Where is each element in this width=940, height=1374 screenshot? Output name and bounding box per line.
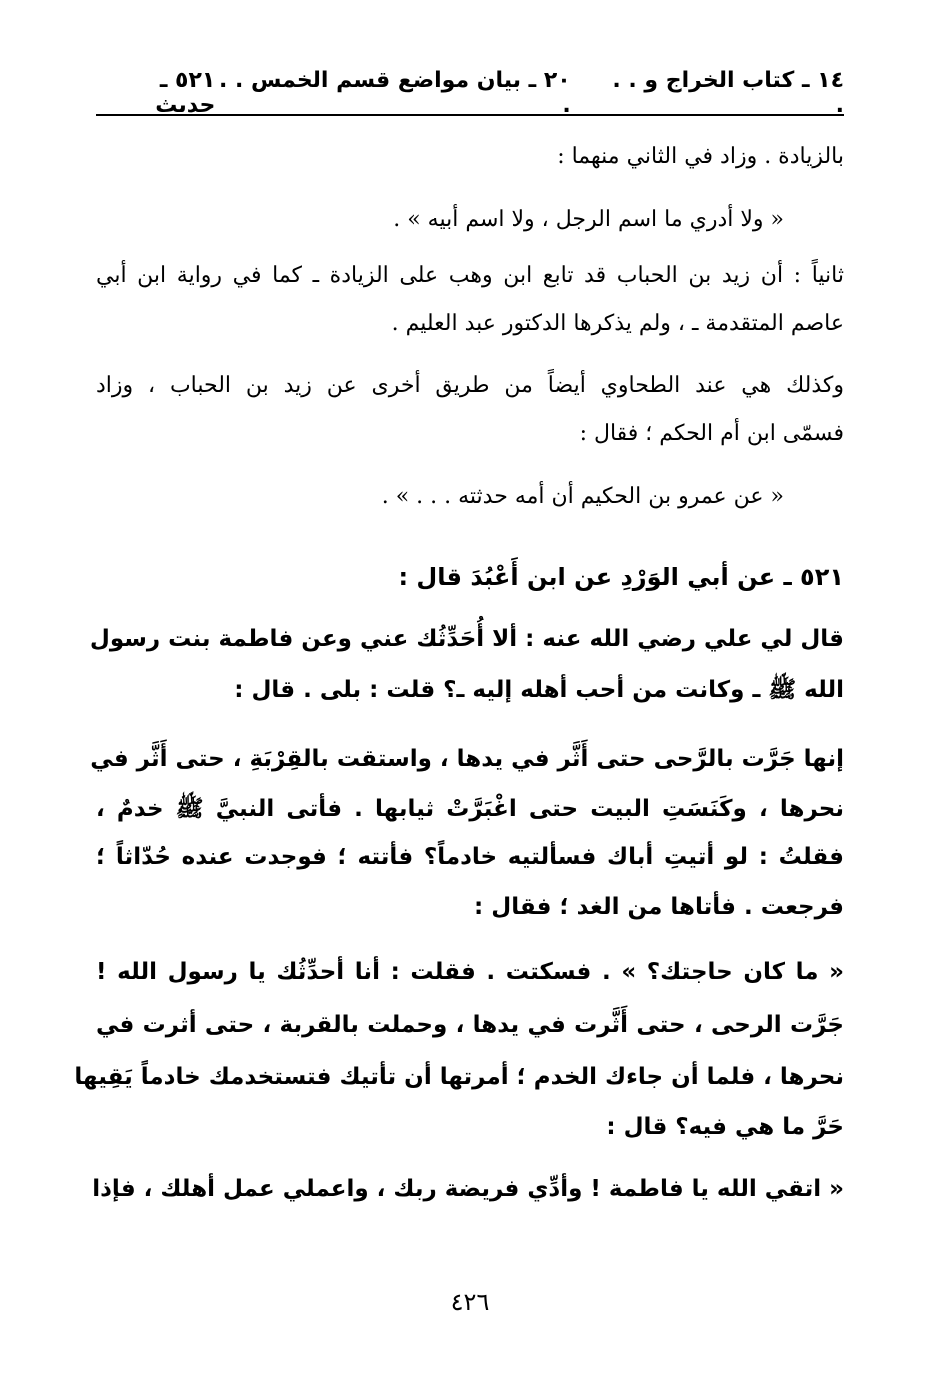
hadith-heading: ٥٢١ ـ عن أبي الوَرْدِ عن ابن أَعْبُدَ قال : [398, 563, 844, 591]
hadith-text-line: نحرها ، فلما أن جاءك الخدم ؛ أمرتها أن تأتيك فتستخدمك خادماً يَقِيها [74, 1064, 844, 1090]
hadith-text-line: « ما كان حاجتك؟ » . فسكتت . فقلت : أنا أحدِّثُك يا رسول الله ! [96, 959, 844, 985]
quote-line: « ولا أدري ما اسم الرجل ، ولا اسم أبيه » . [393, 207, 784, 232]
hadith-text-line: إنها جَرَّت بالرَّحى حتى أَثَّر في يدها ، واستقت بالقِرْبَةِ ، حتى أَثَّر في [90, 746, 844, 772]
hadith-text-line: « اتقي الله يا فاطمة ! وأدِّي فريضة ربك ، واعملي عمل أهلك ، فإذا [92, 1176, 844, 1202]
body-line: ثانياً : أن زيد بن الحباب قد تابع ابن وهب على الزيادة ـ كما في رواية ابن أبي [96, 263, 844, 288]
hadith-text-line: جَرَّت الرحى ، حتى أَثَّرت في يدها ، وحملت بالقربة ، حتى أثرت في [96, 1012, 844, 1038]
quote-line: « عن عمرو بن الحكيم أن أمه حدثته . . . » . [381, 484, 784, 509]
hadith-text-line: قال لي علي رضي الله عنه : ألا أُحَدِّثُك عني وعن فاطمة بنت رسول [89, 626, 844, 652]
page-body [74, 0, 844, 1374]
page-number: ٤٢٦ [450, 1288, 490, 1316]
hadith-text-line: حَرَّ ما هي فيه؟ قال : [606, 1114, 844, 1140]
hadith-text-line: فرجعت . فأتاها من الغد ؛ فقال : [474, 894, 844, 920]
section-title: ٢٠ ـ بيان مواضع قسم الخمس . . . [218, 68, 571, 118]
body-line: وكذلك هي عند الطحاوي أيضاً من طريق أخرى عن زيد بن الحباب ، وزاد [96, 373, 844, 398]
body-line: فسمّى ابن أم الحكم ؛ فقال : [579, 421, 844, 446]
chapter-title: ١٤ ـ كتاب الخراج و . . . [612, 68, 844, 118]
hadith-text-line: الله ﷺ ـ وكانت من أحب أهله إليه ـ؟ قلت : بلى . قال : [234, 677, 844, 703]
body-line: بالزيادة . وزاد في الثاني منهما : [557, 144, 844, 169]
hadith-reference: ٥٢١ ـ حديث [155, 68, 216, 118]
body-line: عاصم المتقدمة ـ ، ولم يذكرها الدكتور عبد العليم . [391, 311, 844, 336]
hadith-text-line: نحرها ، وكَنَسَتِ البيت حتى اغْبَرَّتْ ثيابها . فأتى النبيَّ ﷺ خدمٌ ، [96, 796, 844, 822]
hadith-text-line: فقلتُ : لو أتيتِ أباك فسألتيه خادماً؟ فأتته ؛ فوجدت عنده حُدّاثاً ؛ [96, 844, 844, 870]
